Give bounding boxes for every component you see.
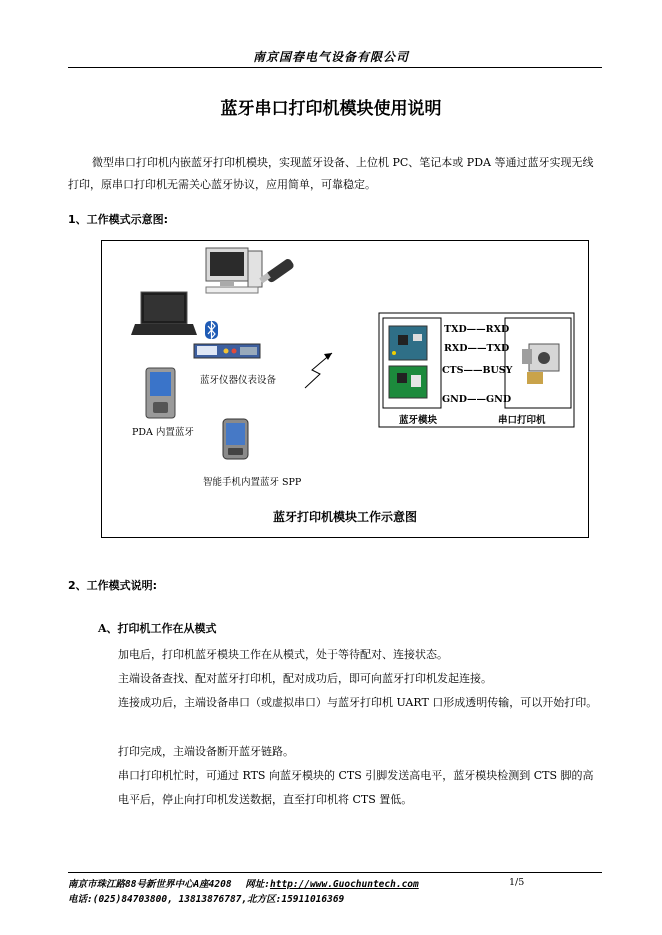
document-title: 蓝牙串口打印机模块使用说明 [220, 99, 442, 119]
pin-txd: TXD——RXD [444, 324, 510, 335]
bluetooth-icon [205, 321, 218, 339]
smartphone-icon [223, 419, 248, 459]
usb-dongle-icon [259, 257, 295, 283]
pda-label: PDA 内置蓝牙 [132, 427, 194, 438]
footer-rule [68, 872, 602, 873]
paragraph-5: 串口打印机忙时，可通过 RTS 向蓝牙模块的 CTS 引脚发送高电平，蓝牙模块检测到 CTS 脚的高电平后，停止向打印机发送数据，直至打印机将 CTS 置低。 [118, 769, 594, 806]
section-1-heading: 1、工作模式示意图: [68, 213, 169, 226]
bt-module-label: 蓝牙模块 [399, 415, 438, 426]
pin-rxd: RXD——TXD [444, 343, 510, 354]
pda-icon [146, 368, 175, 418]
desktop-pc-icon [206, 248, 262, 293]
section-2-heading: 2、工作模式说明: [68, 579, 158, 592]
diagram-artwork [102, 241, 588, 537]
wireless-link-icon [305, 353, 332, 388]
diagram-figure [101, 240, 589, 538]
footer-website-link[interactable]: http://www.Guochuntech.com [270, 879, 419, 890]
printer-label: 串口打印机 [498, 415, 546, 426]
laptop-icon [131, 292, 197, 335]
company-header: 南京国春电气设备有限公司 [252, 50, 409, 64]
footer-phone: 电话:(025)84703800, 13813876787,北方区:15911016369 [68, 894, 345, 905]
bluetooth-instrument-icon [194, 344, 260, 358]
footer-address-line [68, 876, 419, 890]
pin-cts: CTS——BUSY [442, 365, 513, 376]
diagram-caption: 蓝牙打印机模块工作示意图 [272, 510, 417, 524]
paragraph-3: 连接成功后，主端设备串口（或虚拟串口）与蓝牙打印机 UART 口形成透明传输，可以开始打印。 [118, 696, 598, 709]
paragraph-4: 打印完成，主端设备断开蓝牙链路。 [118, 745, 294, 758]
sub-heading-slave-mode: A、打印机工作在从模式 [98, 622, 217, 635]
footer-address: 南京市珠江路88号新世界中心A座4208 [68, 879, 232, 890]
footer-website-label: 网址: [245, 879, 271, 890]
uart-board-icon [389, 366, 427, 398]
bt-module-board-icon [389, 326, 427, 360]
paragraph-1: 加电后，打印机蓝牙模块工作在从模式，处于等待配对、连接状态。 [118, 648, 448, 661]
phone-label: 智能手机内置蓝牙 SPP [203, 477, 302, 488]
intro-paragraph: 微型串口打印机内嵌蓝牙打印机模块，实现蓝牙设备、上位机 PC、笔记本或 PDA 等通过蓝牙实现无线打印，原串口打印机无需关心蓝牙协议，应用简单，可靠稳定。 [68, 156, 594, 191]
pin-gnd: GND——GND [442, 394, 512, 405]
instrument-label: 蓝牙仪器仪表设备 [200, 375, 277, 386]
header-rule [68, 67, 602, 68]
paragraph-2: 主端设备查找、配对蓝牙打印机，配对成功后，即可向蓝牙打印机发起连接。 [118, 672, 492, 685]
page-number: 1/5 [509, 877, 525, 888]
